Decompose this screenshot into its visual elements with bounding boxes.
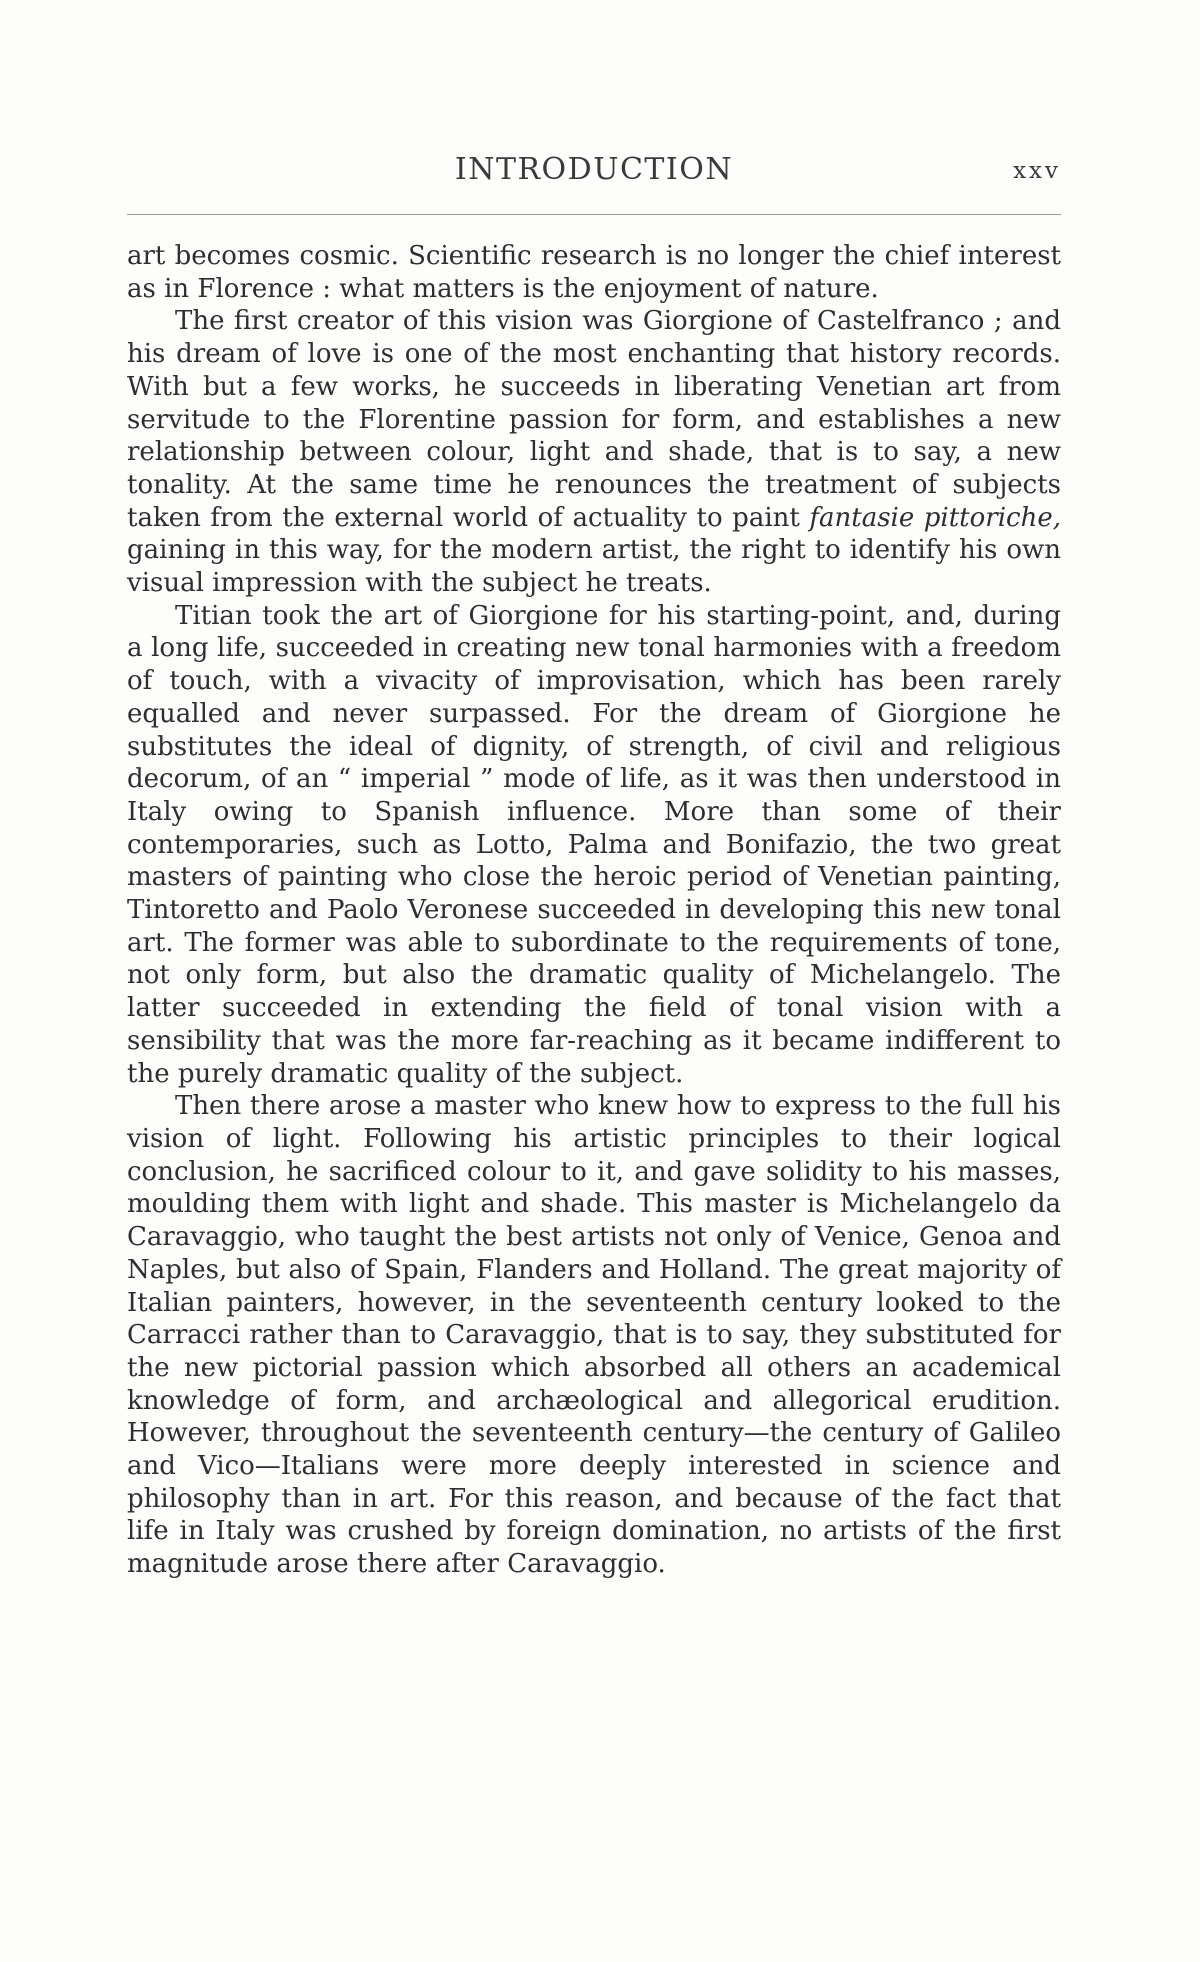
page-number: xxv: [1013, 158, 1061, 184]
running-head: [127, 152, 1061, 192]
paragraph-3: Titian took the art of Giorgione for his starting-point, and, during a long life, succeeded in creating new tonal harmonies with a freedom of touch, with a vivacity of improvisation, which has been rarely equalled and never surpassed. For the dream of Giorgione he substitutes the ideal of dignity, of strength, of civil and religious decorum, of an “ imperial ” mode of life, as it was then understood in Italy owing to Spanish influence. More than some of their contemporaries, such as Lotto, Palma and Bonifazio, the two great masters of painting who close the heroic period of Venetian painting, Tintoretto and Paolo Veronese succeeded in developing this new tonal art. The former was able to subordinate to the requirements of tone, not only form, but also the dramatic quality of Michelangelo. The latter succeeded in extending the field of tonal vision with a sensibility that was the more far-reaching as it became indifferent to the purely dramatic quality of the subject.: [127, 600, 1061, 1089]
header-rule: [127, 214, 1061, 215]
paragraph-2: [127, 305, 1061, 599]
paragraph-1: art becomes cosmic. Scientific research is no longer the chief interest as in Florence : what matters is the enjoyment of nature.: [127, 241, 1061, 304]
paragraph-4: Then there arose a master who knew how to express to the full his vision of light. Following his artistic principles to their logical conclusion, he sacrificed colour to it, and gave solidity to his masses, moulding them with light and shade. This master is Michelangelo da Caravaggio, who taught the best artists not only of Venice, Genoa and Naples, but also of Spain, Flanders and Holland. The great majority of Italian painters, however, in the seventeenth century looked to the Carracci rather than to Caravaggio, that is to say, they substituted for the new pictorial passion which absorbed all others an academical knowledge of form, and archæological and allegorical erudition. However, throughout the seventeenth century—the century of Galileo and Vico—Italians were more deeply interested in science and philosophy than in art. For this reason, and because of the fact that life in Italy was crushed by foreign domination, no artists of the first magnitude arose there after Caravaggio.: [127, 1091, 1061, 1580]
italic-phrase: fantasie pittoriche,: [809, 502, 1061, 533]
paragraph-2-text-start: The first creator of this vision was Giorgione of Castelfranco ; and his dream of love is one of the most enchanting that history records. With but a few works, he succeeds in liberating Venetian art from servitude to the Florentine passion for form, and establishes a new relationship between colour, light and shade, that is to say, a new tonality. At the same time he renounces the treatment of subjects taken from the external world of actuality to paint: [127, 306, 1061, 533]
body-text: [127, 240, 1061, 1581]
paragraph-2-text-end: gaining in this way, for the modern artist, the right to identify his own visual impression with the subject he treats.: [127, 535, 1061, 599]
chapter-title: INTRODUCTION: [454, 152, 734, 187]
